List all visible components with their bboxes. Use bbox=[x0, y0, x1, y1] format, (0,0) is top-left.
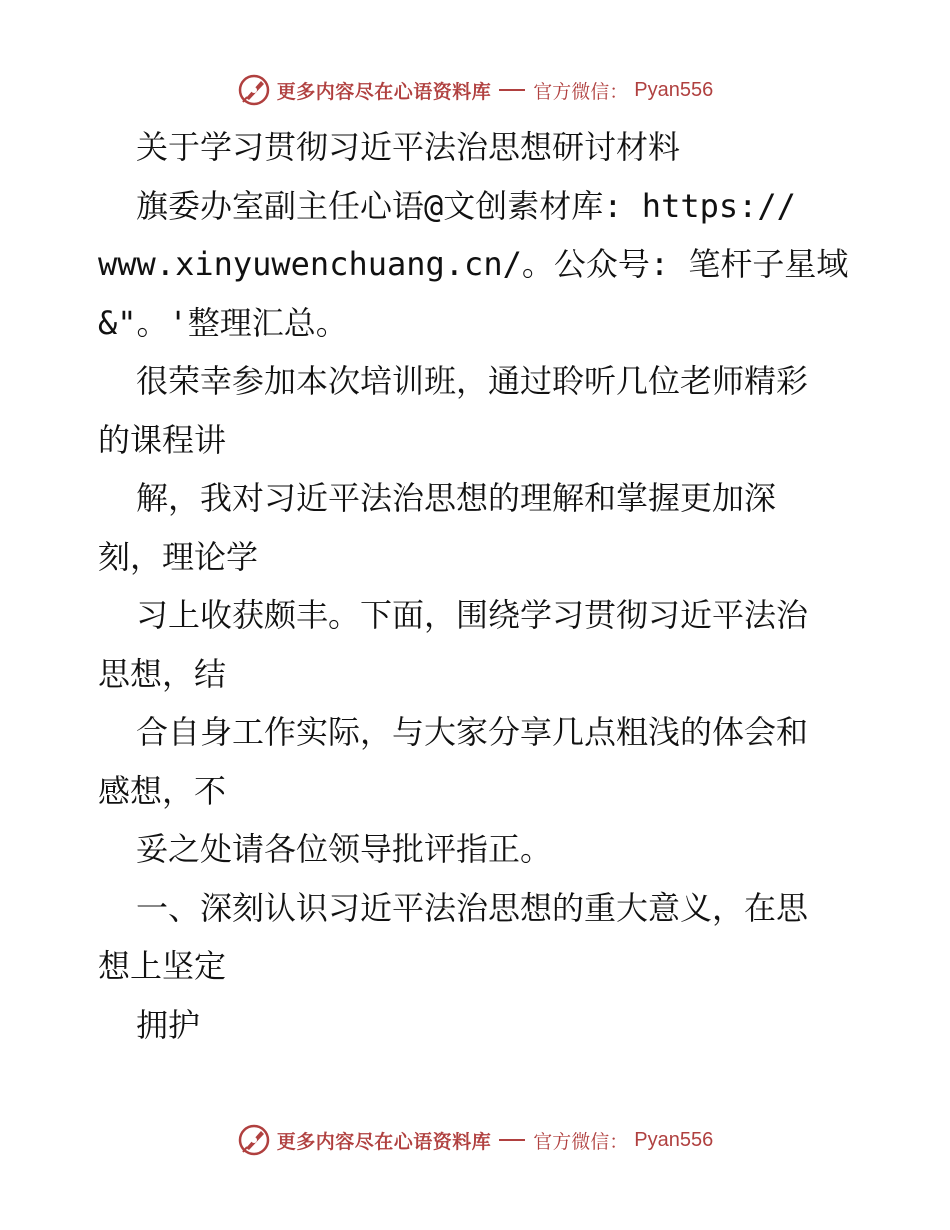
document-body bbox=[98, 118, 858, 1054]
text-line: 习上收获颇丰。下面，围绕学习贯彻习近平法治 bbox=[136, 596, 809, 634]
text-line: 很荣幸参加本次培训班，通过聆听几位老师精彩 bbox=[136, 362, 809, 400]
text-line: 想上坚定 bbox=[98, 947, 227, 985]
text-line: 一、深刻认识习近平法治思想的重大意义，在思 bbox=[136, 888, 809, 927]
quill-pen-logo-icon bbox=[237, 1123, 271, 1157]
header-brand-text: 更多内容尽在心语资料库 bbox=[276, 80, 492, 103]
text-line: 拥护 bbox=[136, 1005, 201, 1044]
text-line: 解，我对习近平法治思想的理解和掌握更加深 bbox=[136, 479, 777, 517]
header-wechat-id: Pyan556 bbox=[634, 78, 714, 101]
text-line: 感想，不 bbox=[98, 771, 227, 810]
footer-wechat-id: Pyan556 bbox=[634, 1128, 714, 1151]
text-line: 妥之处请各位领导批评指正。 bbox=[136, 830, 553, 868]
header-wechat-label: 官方微信： bbox=[533, 80, 629, 103]
footer-banner bbox=[0, 1120, 950, 1160]
footer-banner-content bbox=[237, 1123, 714, 1157]
text-line: 的课程讲 bbox=[98, 420, 227, 459]
header-dash bbox=[499, 89, 525, 91]
text-line: 关于学习贯彻习近平法治思想研讨材料 bbox=[136, 128, 681, 166]
text-line: 合自身工作实际，与大家分享几点粗浅的体会和 bbox=[136, 713, 809, 751]
text-line: &"。'整理汇总。 bbox=[98, 303, 348, 342]
text-line: 思想，结 bbox=[98, 654, 227, 693]
footer-dash bbox=[499, 1139, 525, 1141]
footer-wechat-label: 官方微信： bbox=[533, 1130, 629, 1153]
quill-pen-logo-icon bbox=[237, 73, 271, 107]
header-banner bbox=[0, 70, 950, 110]
header-banner-content bbox=[237, 73, 714, 107]
text-line: 旗委办室副主任心语@文创素材库: https:// bbox=[136, 186, 796, 225]
text-line: 刻，理论学 bbox=[98, 537, 259, 576]
footer-brand-text: 更多内容尽在心语资料库 bbox=[276, 1130, 492, 1153]
text-line: www.xinyuwenchuang.cn/。公众号: 笔杆子星域 bbox=[98, 245, 849, 283]
